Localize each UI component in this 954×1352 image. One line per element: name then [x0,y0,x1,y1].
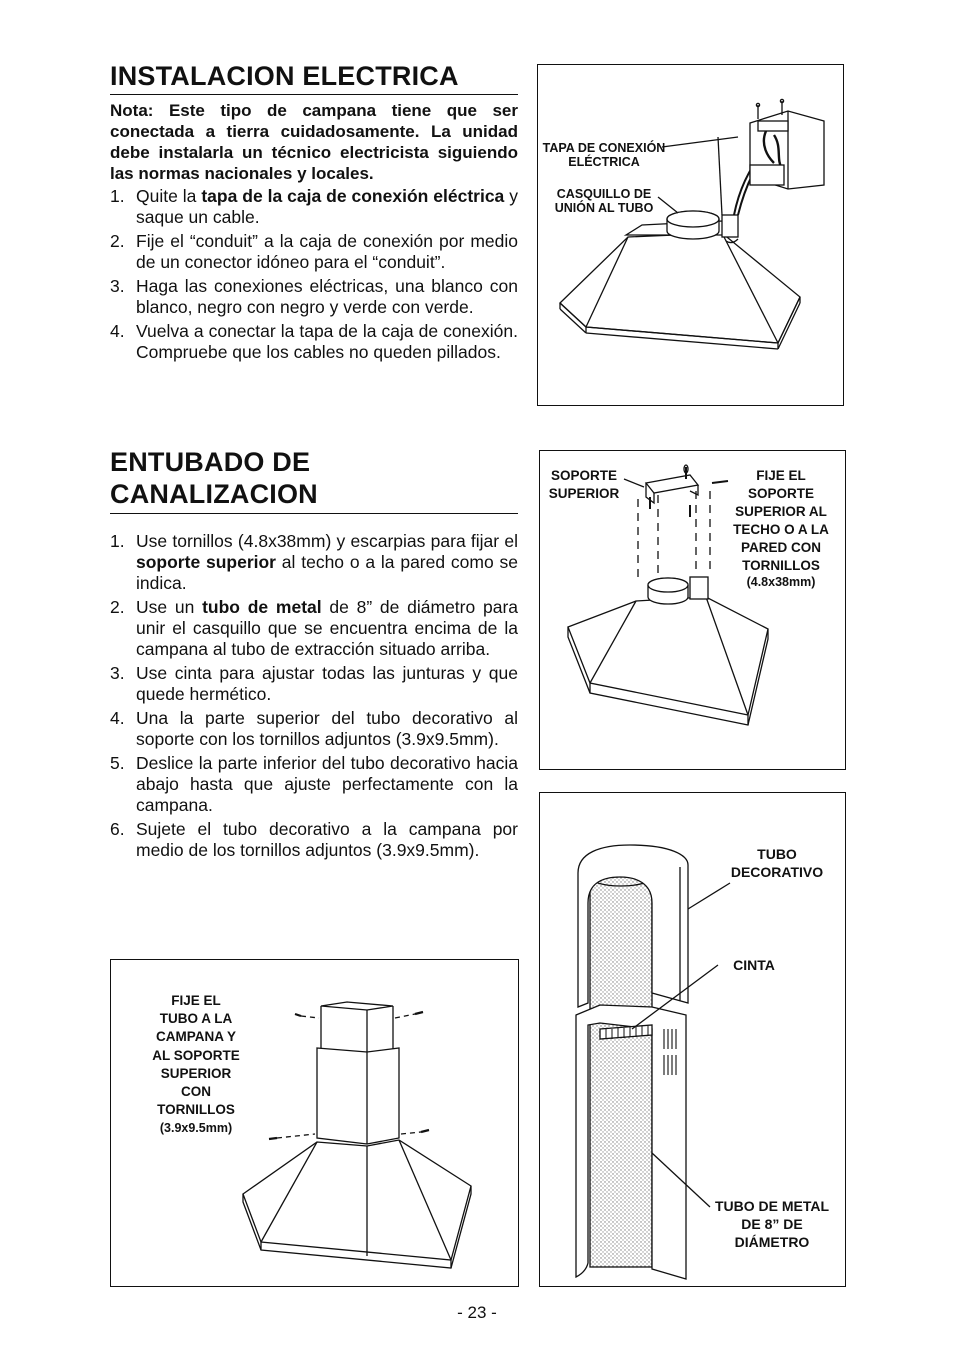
label-cover-screw-size: (3.9x9.5mm) [159,1121,233,1135]
section-title-electrical: INSTALACION ELECTRICA [110,61,459,91]
label-screw-size: (4.8x38mm) [746,575,816,589]
figure-decorative-cover [539,792,846,1287]
title-rule [110,94,518,95]
title-rule [110,513,518,514]
label-duct-collar: CASQUILLO DE UNIÓN AL TUBO [554,187,654,215]
label-metal-pipe: TUBO DE METAL DE 8” DE DIÁMETRO [714,1198,830,1250]
figure-top-bracket [539,450,846,770]
list-item: 1. Quite la tapa de la caja de conexión eléctrica y saque un cable. [110,186,518,227]
list-item: 4. Vuelva a conectar la tapa de la caja de conexión. Compruebe que los cables no queden pillados. [110,321,518,362]
list-item: 2. Use un tubo de metal de 8” de diámetro para unir el casquillo que se encuentra encima de la campana al tubo de extracción situado arriba. [110,597,518,659]
ducting-steps [110,531,518,864]
list-item: 3. Use cinta para ajustar todas las junturas y que quede hermético. [110,663,518,704]
list-item: 6. Sujete el tubo decorativo a la campana por medio de los tornillos adjuntos (3.9x9.5mm). [110,819,518,860]
label-tape: CINTA [733,957,775,973]
figure-fix-cover [110,959,519,1287]
section-title-ducting: ENTUBADO DE CANALIZACION [110,447,318,509]
list-item: 2. Fije el “conduit” a la caja de conexión por medio de un conector idóneo para el “conduit”. [110,231,518,272]
grounding-note: Nota: Este tipo de campana tiene que ser conectada a tierra cuidadosamente. La unidad debe instalarla un técnico electricista siguiendo las normas nacionales y locales. [110,101,518,183]
electrical-steps [110,186,518,366]
label-connection-cover: TAPA DE CONEXIÓN ELÉCTRICA [542,141,666,169]
hood-wiring-illustration [538,65,843,405]
list-item: 4. Una la parte superior del tubo decorativo al soporte con los tornillos adjuntos (3.9x9.5mm). [110,708,518,749]
page-number: - 23 - [457,1303,497,1322]
list-item: 5. Deslice la parte inferior del tubo decorativo hacia abajo hasta que ajuste perfectamente con la campana. [110,753,518,815]
list-item: 1. Use tornillos (4.8x38mm) y escarpias para fijar el soporte superior al techo o a la pared como se indica. [110,531,518,593]
label-top-bracket: SOPORTE SUPERIOR [548,468,620,501]
label-fix-bracket: FIJE EL SOPORTE SUPERIOR AL TECHO O A LA PARED CON TORNILLOS [733,468,829,573]
label-fix-cover: FIJE EL TUBO A LA CAMPANA Y AL SOPORTE SUPERIOR CON TORNILLOS [152,993,240,1118]
list-item: 3. Haga las conexiones eléctricas, una blanco con blanco, negro con negro y verde con verde. [110,276,518,317]
figure-electrical-connection [537,64,844,406]
label-decorative-cover: TUBO DECORATIVO [730,846,824,880]
